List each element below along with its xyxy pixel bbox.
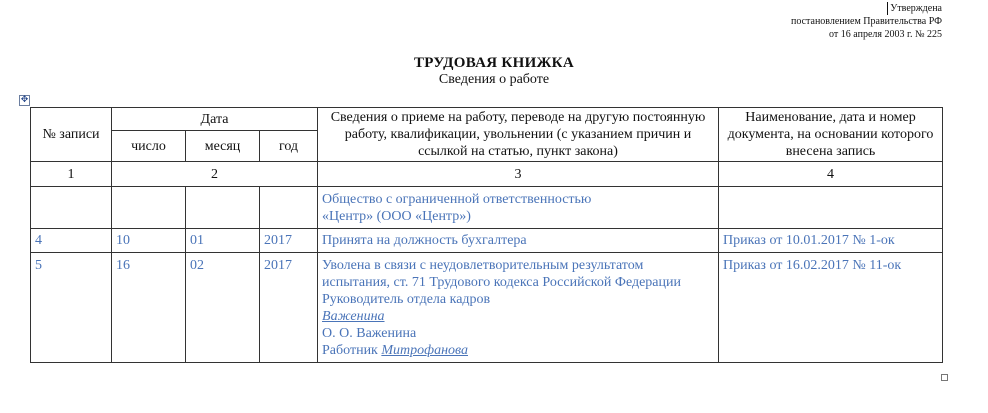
record-no <box>31 187 112 229</box>
record-document: Приказ от 10.01.2017 № 1-ок <box>719 229 943 253</box>
header-date: Дата <box>112 108 318 131</box>
approval-line-3: от 16 апреля 2003 г. № 225 <box>829 29 942 40</box>
record-info <box>318 187 719 229</box>
record-info-line: Общество с ограниченной ответственностью <box>322 192 592 207</box>
document-subtitle: Сведения о работе <box>438 72 550 87</box>
record-month: 02 <box>186 253 260 363</box>
record-year <box>260 187 318 229</box>
record-info: Принята на должность бухгалтера <box>318 229 719 253</box>
column-numbers-row <box>31 162 943 187</box>
record-day <box>112 187 186 229</box>
record-info <box>318 253 719 363</box>
signature-hr: Важенина <box>322 309 385 324</box>
approval-line-1: Утверждена <box>887 2 942 15</box>
header-document: Наименование, дата и номер документа, на основании которого внесена запись <box>719 108 943 162</box>
col-number-1: 1 <box>31 162 112 187</box>
record-info-line: Уволена в связи с неудовлетворительным результатом <box>322 258 644 273</box>
approval-note <box>791 2 942 41</box>
record-info-line: испытания, ст. 71 Трудового кодекса Российской Федерации <box>322 275 681 290</box>
worker-label: Работник <box>322 343 378 358</box>
header-year: год <box>260 131 318 162</box>
table-row <box>31 229 943 253</box>
worker-signature-line <box>322 342 714 359</box>
header-month: месяц <box>186 131 260 162</box>
table-row <box>31 253 943 363</box>
approval-line-2: постановлением Правительства РФ <box>790 16 942 27</box>
signature-worker: Митрофанова <box>381 343 468 358</box>
header-record-no: № записи <box>31 108 112 162</box>
table-row <box>31 187 943 229</box>
record-year: 2017 <box>260 229 318 253</box>
signer-name: О. О. Важенина <box>322 326 417 341</box>
record-info-line: «Центр» (ООО «Центр») <box>322 209 471 224</box>
record-year: 2017 <box>260 253 318 363</box>
record-month: 01 <box>186 229 260 253</box>
record-no: 5 <box>31 253 112 363</box>
col-number-2: 2 <box>112 162 318 187</box>
record-info-line: Руководитель отдела кадров <box>322 292 491 307</box>
header-info: Сведения о приеме на работу, переводе на другую постоянную работу, квалификации, увольнении (с указанием причин и ссылкой на статью, пункт закона) <box>318 108 719 162</box>
col-number-4: 4 <box>719 162 943 187</box>
document-title: ТРУДОВАЯ КНИЖКА <box>413 55 574 71</box>
record-day: 16 <box>112 253 186 363</box>
record-document: Приказ от 16.02.2017 № 11-ок <box>719 253 943 363</box>
col-number-3: 3 <box>318 162 719 187</box>
resize-handle-icon[interactable] <box>941 374 948 381</box>
record-document <box>719 187 943 229</box>
record-day: 10 <box>112 229 186 253</box>
record-month <box>186 187 260 229</box>
header-day: число <box>112 131 186 162</box>
record-no: 4 <box>31 229 112 253</box>
move-handle-icon[interactable]: ✥ <box>20 95 29 105</box>
header-row-1 <box>31 108 943 131</box>
work-records-table <box>30 107 943 363</box>
